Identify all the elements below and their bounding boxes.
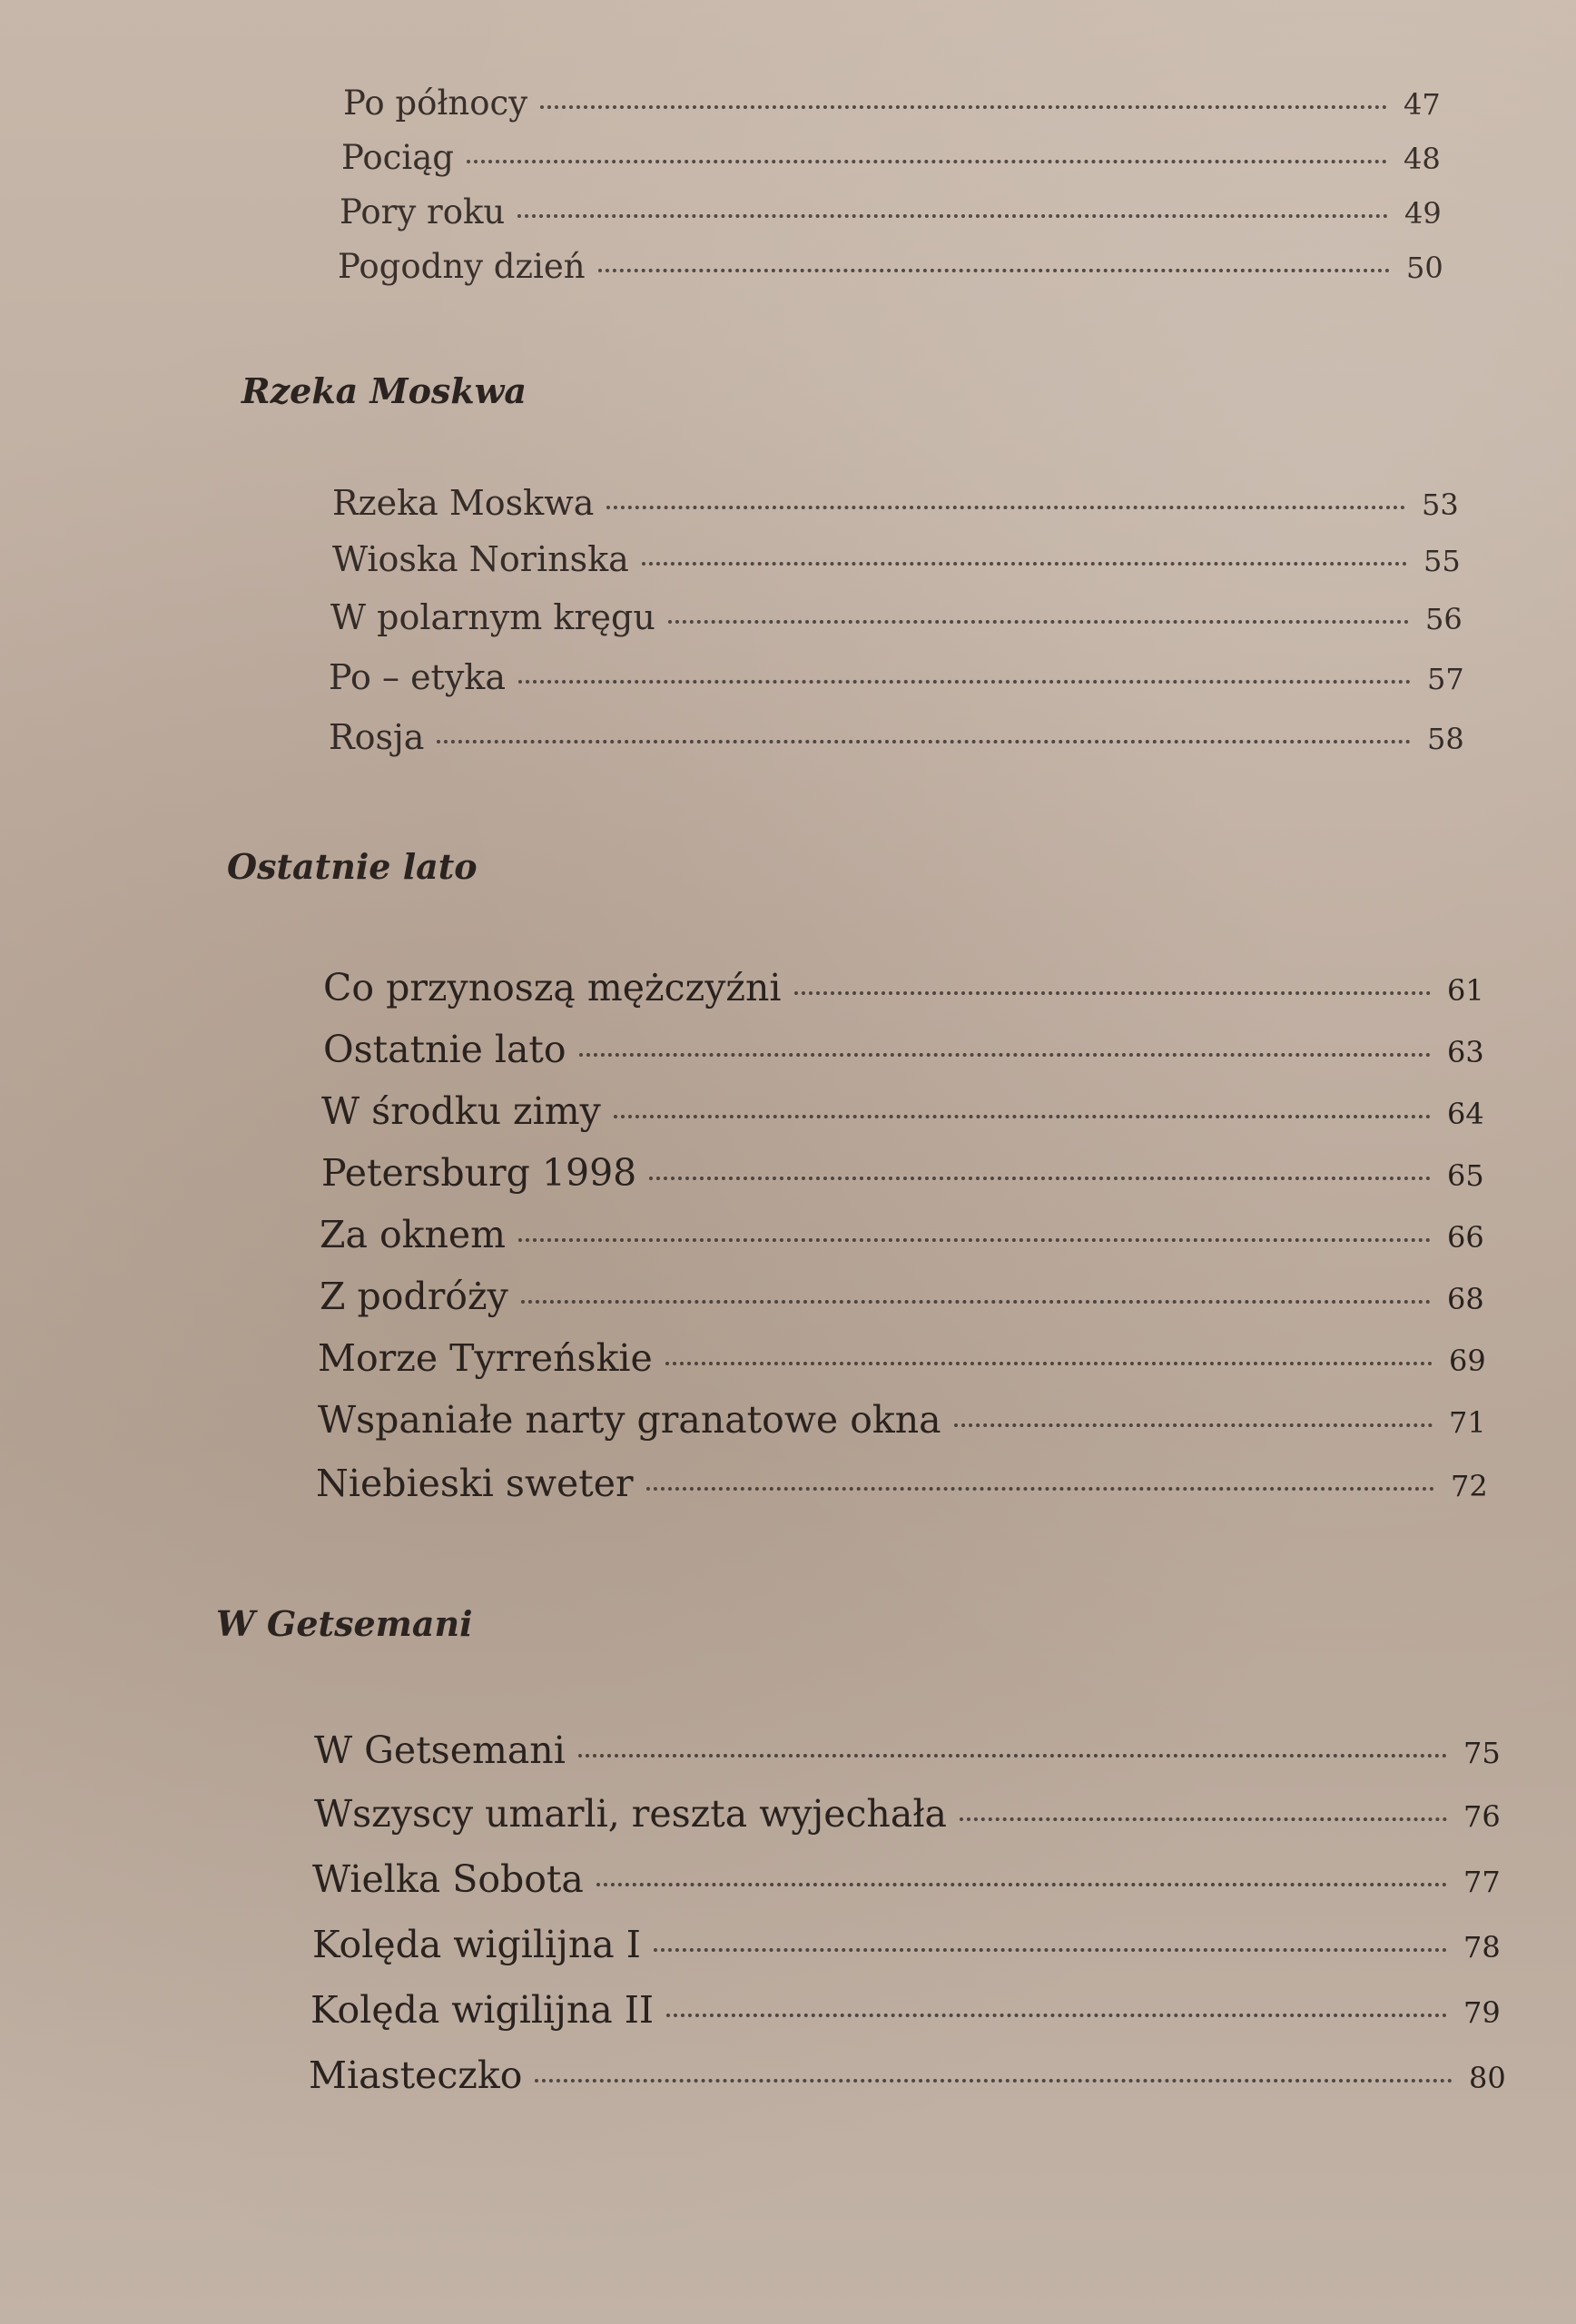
toc-entry-title: Wioska Norinska — [332, 539, 629, 579]
toc-entry — [343, 84, 1451, 123]
dot-leader — [578, 1754, 1447, 1758]
toc-entry-page: 78 — [1463, 1930, 1501, 1965]
section-heading: Rzeka Moskwa — [241, 370, 527, 411]
toc-entry — [312, 1923, 1511, 1966]
dot-leader — [665, 1362, 1433, 1365]
toc-entry-title: Niebieski sweter — [316, 1462, 634, 1505]
toc-entry-title: Pogodny dzień — [338, 247, 586, 286]
toc-entry-title: Miasteczko — [309, 2053, 523, 2097]
dot-leader — [521, 1300, 1431, 1304]
dot-leader — [646, 1487, 1434, 1491]
toc-entry-title: Rosja — [329, 717, 425, 757]
toc-entry-page: 75 — [1463, 1736, 1501, 1770]
toc-entry-title: W środku zimy — [321, 1089, 601, 1133]
toc-entry-title: Wszyscy umarli, reszta wyjechała — [314, 1792, 947, 1836]
toc-entry-page: 61 — [1447, 973, 1484, 1008]
toc-entry — [332, 483, 1469, 523]
toc-entry-page: 50 — [1406, 251, 1443, 285]
toc-entry-title: Kolęda wigilijna I — [312, 1923, 641, 1966]
toc-entry — [314, 1792, 1511, 1836]
dot-leader — [517, 214, 1388, 218]
toc-entry-page: 65 — [1447, 1158, 1484, 1193]
toc-entry-page: 68 — [1447, 1282, 1484, 1316]
toc-entry-page: 48 — [1404, 142, 1441, 176]
toc-entry-page: 69 — [1449, 1344, 1486, 1378]
dot-leader — [668, 620, 1409, 624]
dot-leader — [614, 1115, 1431, 1118]
toc-entry-title: Po północy — [343, 84, 528, 123]
toc-entry-page: 55 — [1423, 544, 1461, 578]
toc-entry-page: 56 — [1425, 602, 1463, 636]
dot-leader — [579, 1053, 1431, 1057]
toc-entry-page: 66 — [1447, 1220, 1484, 1255]
toc-entry-page: 57 — [1427, 662, 1464, 696]
toc-entry-title: Z podróży — [320, 1275, 508, 1318]
dot-leader — [598, 269, 1390, 272]
dot-leader — [654, 1948, 1447, 1952]
dot-leader — [518, 680, 1411, 684]
toc-entry — [314, 1728, 1511, 1772]
toc-entry — [332, 539, 1471, 579]
dot-leader — [540, 105, 1387, 109]
section-heading: W Getsemani — [216, 1603, 473, 1644]
dot-leader — [649, 1177, 1431, 1180]
toc-entry-page: 58 — [1427, 722, 1464, 756]
toc-entry-page: 76 — [1463, 1799, 1501, 1834]
toc-entry-title: Wspaniałe narty granatowe okna — [318, 1398, 941, 1442]
toc-entry-title: Ostatnie lato — [323, 1028, 566, 1071]
toc-entry — [338, 247, 1453, 286]
dot-leader — [794, 991, 1432, 995]
toc-entry-page: 72 — [1451, 1469, 1488, 1503]
toc-entry — [323, 966, 1494, 1009]
toc-entry-title: Za oknem — [320, 1213, 507, 1256]
dot-leader — [954, 1423, 1433, 1427]
toc-entry-title: Co przynoszą mężczyźni — [323, 966, 782, 1009]
toc-entry — [323, 1028, 1494, 1071]
toc-entry-title: Wielka Sobota — [312, 1857, 584, 1901]
toc-entry — [318, 1336, 1496, 1380]
toc-entry-title: Pory roku — [340, 192, 506, 231]
toc-entry-title: W Getsemani — [314, 1728, 566, 1772]
toc-entry-page: 49 — [1404, 196, 1442, 231]
toc-entry-title: Petersburg 1998 — [321, 1151, 637, 1195]
toc-entry-title: Morze Tyrreńskie — [318, 1336, 653, 1380]
toc-entry — [312, 1857, 1511, 1901]
toc-entry — [340, 192, 1452, 231]
toc-entry-title: W polarnym kręgu — [330, 597, 655, 637]
toc-entry-title: Pociąg — [341, 138, 454, 177]
toc-entry — [321, 1089, 1494, 1133]
dot-leader — [606, 506, 1405, 509]
section-heading: Ostatnie lato — [227, 846, 478, 887]
dot-leader — [642, 562, 1407, 566]
dot-leader — [518, 1238, 1431, 1242]
toc-entry-page: 47 — [1404, 87, 1441, 122]
dot-leader — [437, 740, 1411, 743]
toc-entry — [320, 1213, 1494, 1256]
toc-entry-title: Po – etyka — [329, 657, 506, 697]
toc-entry — [310, 1988, 1511, 2032]
toc-entry — [329, 657, 1474, 697]
dot-leader — [666, 2014, 1447, 2017]
toc-entry — [341, 138, 1451, 177]
toc-entry — [309, 2053, 1516, 2097]
toc-entry-page: 64 — [1447, 1097, 1484, 1131]
toc-entry-page: 53 — [1422, 487, 1459, 522]
dot-leader — [596, 1883, 1447, 1886]
toc-entry-page: 77 — [1463, 1865, 1501, 1899]
toc-entry-page: 80 — [1469, 2061, 1506, 2095]
toc-entry — [329, 717, 1474, 757]
toc-entry-page: 79 — [1463, 1995, 1501, 2030]
dot-leader — [467, 160, 1387, 163]
dot-leader — [535, 2079, 1453, 2083]
toc-entry-page: 63 — [1447, 1035, 1484, 1069]
toc-entry-title: Rzeka Moskwa — [332, 483, 595, 523]
toc-entry — [318, 1398, 1496, 1442]
toc-entry-title: Kolęda wigilijna II — [310, 1988, 655, 2032]
toc-entry — [321, 1151, 1494, 1195]
toc-entry — [320, 1275, 1494, 1318]
toc-entry-page: 71 — [1449, 1405, 1486, 1440]
dot-leader — [960, 1817, 1447, 1821]
toc-entry — [316, 1462, 1498, 1505]
toc-entry — [330, 597, 1473, 637]
